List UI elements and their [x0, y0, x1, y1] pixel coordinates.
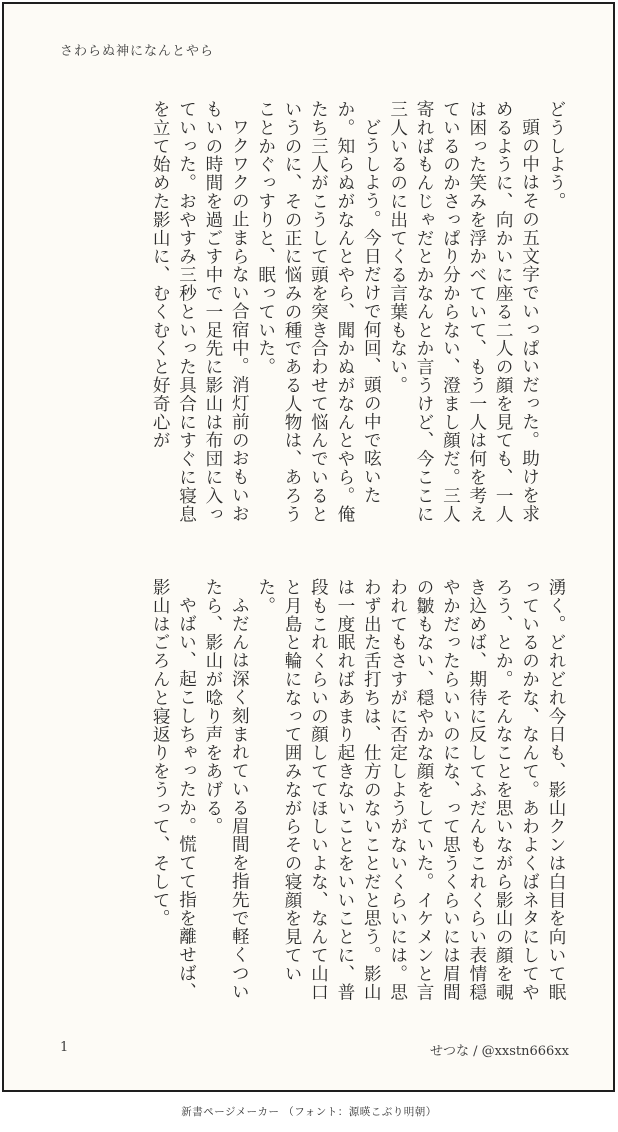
- book-page: [2, 2, 615, 1092]
- body-text-bottom: [43, 578, 569, 1018]
- paragraph: どうしよう。今日だけで何回、頭の中で呟いたか。知らぬがなんとやら、聞かぬがなんとやら。俺たち三人がこうして頭を突き合わせて悩んでいるというのに、その正に悩みの種である人物は、あろうことかぐっすりと、眠っていた。: [255, 100, 382, 524]
- paragraph: やばい、起こしちゃったか。慌てて指を離せば、影山はごろんと寝返りをうって、そして。: [150, 578, 197, 1001]
- paragraph: 湧く。どれどれ今日も、影山クンは白目を向いて眠っているのかな、なんて。あわよくばネタにしてやろう、とか。そんなことを思いながら影山の顔を覗き込めば、期待に反してふだんもこれくらい表情穏やかだったらいいのにな、って思うくらいには眉間の皺もない、穏やかな顔をしていた。イケメンと言われてもさすがに否定しようがないくらいには。思わず出た舌打ちは、仕方のないことだと思う。影山は一度眠ればあまり起きないことをいいことに、普段もこれくらいの顔しててほしいよな、なんて山口と月島と輪になって囲みながらその寝顔を見ていた。: [255, 578, 566, 1002]
- paragraph: ワクワクの止まらない合宿中。消灯前のおもいおもいの時間を過ごす中で一足先に影山は布団に入っていった。おやすみ三秒といった具合にすぐに寝息を立て始めた影山に、むくむくと好奇心が: [150, 100, 250, 524]
- body-text-top: [43, 100, 569, 540]
- page-number: 1: [60, 1040, 69, 1055]
- paragraph: 頭の中はその五文字でいっぱいだった。助けを求めるように、向かいに座る二人の顔を見ても、一人は困った笑みを浮かべていて、もう一人は何を考えているのかさっぱり分からない、澄まし顔だ。三人寄ればもんじゃだとかなんとか言うけど、今ここに三人いるのに出てくる言葉もない。: [387, 100, 540, 524]
- paragraph: ふだんは深く刻まれている眉間を指先で軽くついたら、影山が唸り声をあげる。: [202, 578, 250, 1001]
- paragraph: どうしよう。: [546, 100, 566, 211]
- running-header-title: さわらぬ神になんとやら: [60, 44, 215, 59]
- maker-credit: 新書ページメーカー （フォント：源暎こぶり明朝）: [181, 1106, 437, 1118]
- author-credit: せつな / @xxstn666xx: [429, 1044, 569, 1059]
